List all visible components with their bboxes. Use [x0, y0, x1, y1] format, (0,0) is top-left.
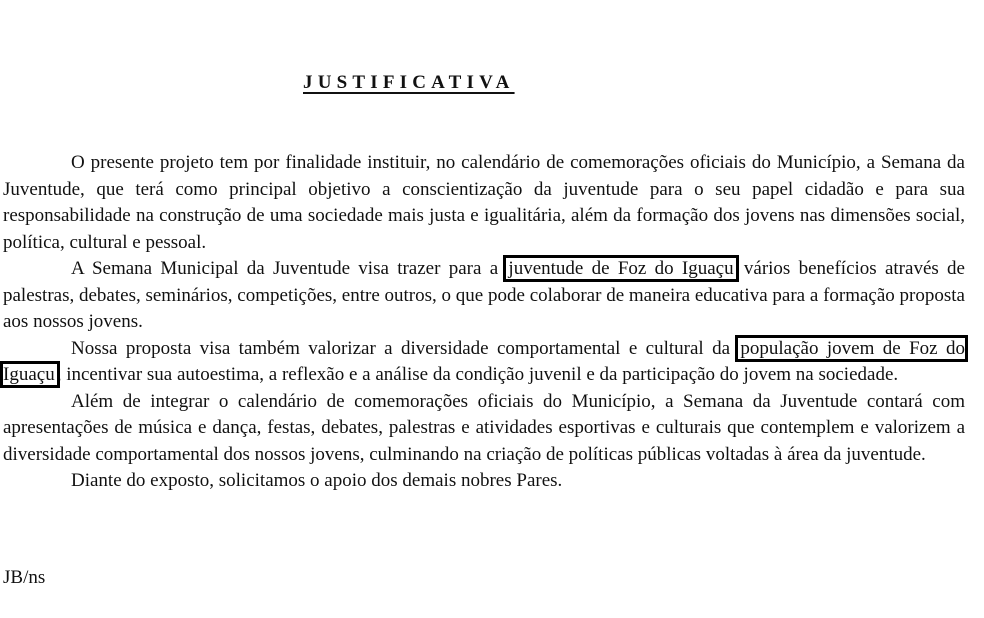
- document-title: JUSTIFICATIVA: [303, 72, 515, 93]
- paragraph-text: , incentivar sua autoestima, a reflexão e a análise da condição juvenil e da participação do jovem na sociedade.: [56, 364, 899, 385]
- paragraph-text: Diante do exposto, solicitamos o apoio dos demais nobres Pares.: [71, 470, 563, 491]
- paragraph: [3, 256, 965, 336]
- document-body: [3, 150, 965, 495]
- paragraph: [3, 468, 965, 495]
- paragraph: [3, 389, 965, 469]
- paragraph-text: O presente projeto tem por finalidade instituir, no calendário de comemorações oficiais do Município, a Semana da Juventude, que terá como principal objetivo a conscientização da juventude para o seu papel cidadão e para sua responsabilidade na construção de uma sociedade mais justa e igualitária, além da formação dos jovens nas dimensões social, política, cultural e pessoal.: [3, 152, 965, 253]
- paragraph: [3, 150, 965, 256]
- highlighted-phrase: juventude de Foz do Iguaçu: [508, 258, 734, 279]
- paragraph-text: vários benefícios através de palestras, debates, seminários, competições, entre outros, o que pode colaborar de maneira educativa para a formação proposta aos nossos jovens.: [3, 258, 965, 332]
- paragraph-text: A Semana Municipal da Juventude visa trazer para a: [71, 258, 507, 279]
- highlighted-phrase: população jovem de Foz do Iguaçu: [3, 337, 965, 385]
- document-signature: JB/ns: [3, 567, 46, 588]
- paragraph: [3, 336, 965, 389]
- paragraph-text: Nossa proposta visa também valorizar a diversidade comportamental e cultural da: [71, 337, 739, 359]
- paragraph-text: Além de integrar o calendário de comemorações oficiais do Município, a Semana da Juventude contará com apresentações de música e dança, festas, debates, palestras e atividades esportivas e culturais que contemplem e valorizem a diversidade comportamental dos nossos jovens, culminando na criação de políticas públicas voltadas à área da juventude.: [3, 390, 965, 465]
